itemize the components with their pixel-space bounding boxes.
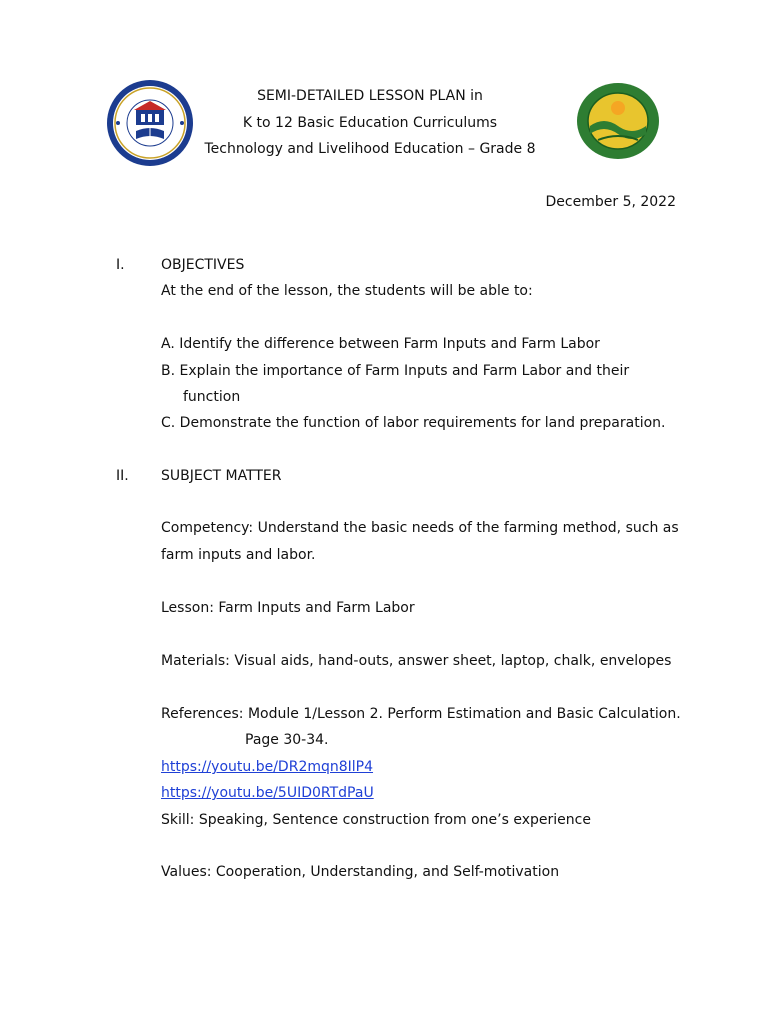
reference-link-2[interactable]: https://youtu.be/5UID0RTdPaU (161, 785, 374, 801)
values-line: Values: Cooperation, Understanding, and Self-motivation (161, 864, 560, 880)
section-heading-objectives: OBJECTIVES (161, 257, 245, 273)
section-number-1: I. (116, 257, 125, 273)
objective-item-b: B. Explain the importance of Farm Inputs and Farm Labor and their (161, 363, 630, 379)
competency-line-1: Competency: Understand the basic needs of the farming method, such as (161, 520, 679, 536)
lesson-line: Lesson: Farm Inputs and Farm Labor (161, 600, 415, 616)
references-line-1: References: Module 1/Lesson 2. Perform Estimation and Basic Calculation. (161, 706, 681, 722)
objective-item-a: A. Identify the difference between Farm Inputs and Farm Labor (161, 336, 600, 352)
reference-link-1-wrapper (161, 759, 373, 775)
skill-line: Skill: Speaking, Sentence construction from one’s experience (161, 812, 591, 828)
subject-title: Technology and Livelihood Education – Grade 8 (204, 141, 536, 157)
reference-link-1[interactable]: https://youtu.be/DR2mqn8IlP4 (161, 759, 374, 775)
plan-title: SEMI-DETAILED LESSON PLAN in (257, 88, 483, 104)
objective-item-c: C. Demonstrate the function of labor requirements for land preparation. (161, 415, 666, 431)
lesson-date: December 5, 2022 (545, 194, 676, 210)
materials-line: Materials: Visual aids, hand-outs, answer sheet, laptop, chalk, envelopes (161, 653, 672, 669)
section-heading-subject-matter: SUBJECT MATTER (161, 468, 282, 484)
agency-seal-icon (576, 82, 660, 160)
curriculum-title: K to 12 Basic Education Curriculums (242, 115, 498, 131)
competency-line-2: farm inputs and labor. (161, 547, 316, 563)
objective-item-b-continued: function (183, 389, 241, 405)
reference-link-2-wrapper (161, 785, 374, 801)
section-number-2: II. (116, 468, 129, 484)
references-line-2: Page 30-34. (245, 732, 329, 748)
objectives-intro: At the end of the lesson, the students will be able to: (161, 283, 533, 299)
